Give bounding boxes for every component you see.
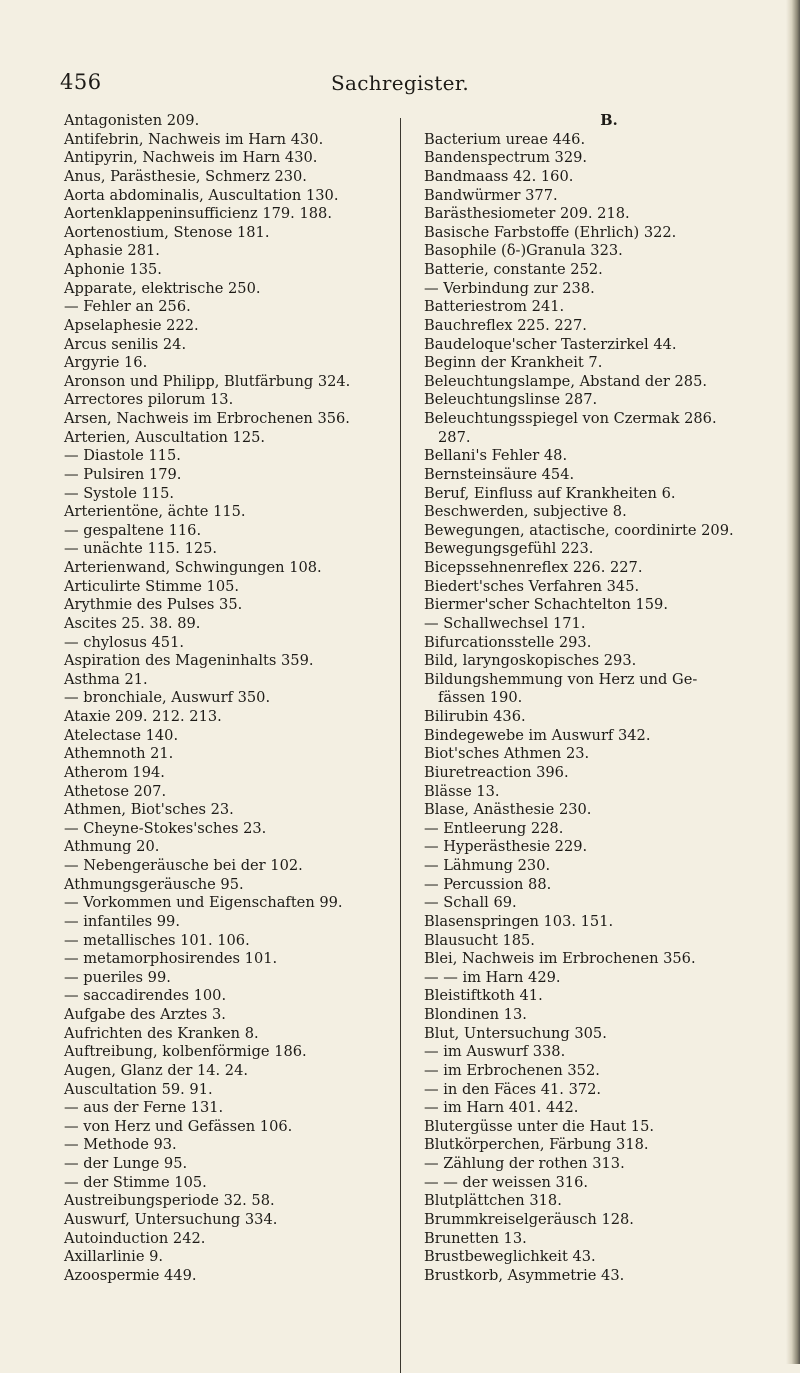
index-entry: Athmung 20. xyxy=(64,838,160,856)
index-entry: Auscultation 59. 91. xyxy=(64,1080,213,1098)
index-entry: Atherom 194. xyxy=(64,763,165,781)
index-entry: Beleuchtungslampe, Abstand der 285. xyxy=(424,372,707,390)
index-entry: — der Lunge 95. xyxy=(64,1155,188,1172)
index-entry: Basophile (δ-)Granula 323. xyxy=(424,242,623,260)
index-entry: — gespaltene 116. xyxy=(64,521,202,539)
index-entry: — von Herz und Gefässen 106. xyxy=(64,1117,293,1135)
index-entry: — Nebengeräusche bei der 102. xyxy=(64,857,303,874)
index-entry: Arsen, Nachweis im Erbrochenen 356. xyxy=(64,410,350,427)
index-entry: Blei, Nachweis im Erbrochenen 356. xyxy=(424,950,696,968)
index-entry: Bandenspectrum 329. xyxy=(424,149,588,167)
index-entry: — Pulsiren 179. xyxy=(64,465,182,483)
index-entry: Arrectores pilorum 13. xyxy=(64,391,234,409)
index-entry: — aus der Ferne 131. xyxy=(64,1099,224,1117)
index-entry: — metallisches 101. 106. xyxy=(64,931,250,949)
index-entry: Bindegewebe im Auswurf 342. xyxy=(424,726,651,744)
index-entry: Blutplättchen 318. xyxy=(424,1192,562,1210)
index-entry: Auswurf, Untersuchung 334. xyxy=(64,1210,278,1228)
index-entry: Ataxie 209. 212. 213. xyxy=(64,708,222,725)
index-entry: Beschwerden, subjective 8. xyxy=(424,503,627,521)
index-entry: Athetose 207. xyxy=(64,782,167,800)
index-entry: Antifebrin, Nachweis im Harn 430. xyxy=(64,130,324,148)
index-entry: Basische Farbstoffe (Ehrlich) 322. xyxy=(424,223,677,241)
index-entry: Bandmaass 42. 160. xyxy=(424,167,574,185)
index-entry: Beleuchtungslinse 287. xyxy=(424,391,598,409)
index-entry: Articulirte Stimme 105. xyxy=(64,577,240,595)
index-entry: Arythmie des Pulses 35. xyxy=(64,596,243,614)
index-entry: — metamorphosirendes 101. xyxy=(64,950,278,968)
index-entry: Aortenostium, Stenose 181. xyxy=(64,223,270,241)
index-entry: Asthma 21. xyxy=(64,670,148,688)
index-entry: — Hyperästhesie 229. xyxy=(424,838,588,856)
index-entry: Aufgabe des Arztes 3. xyxy=(64,1006,226,1023)
index-entry: Baudeloque'scher Tasterzirkel 44. xyxy=(424,335,677,353)
index-entry: Aphonie 135. xyxy=(64,261,162,278)
index-entry: — pueriles 99. xyxy=(64,968,171,986)
index-entry: Apselaphesie 222. xyxy=(64,316,199,334)
index-entry: — Verbindung zur 238. xyxy=(424,279,595,297)
index-entry: Bandwürmer 377. xyxy=(424,186,558,204)
index-entry: Biedert'sches Verfahren 345. xyxy=(424,577,640,595)
index-entry: Antipyrin, Nachweis im Harn 430. xyxy=(64,149,318,167)
index-entry: Blausucht 185. xyxy=(424,931,535,949)
index-entry: — saccadirendes 100. xyxy=(64,987,227,1005)
index-entry: Athmungsgeräusche 95. xyxy=(64,875,244,893)
index-entry: Batterie, constante 252. xyxy=(424,261,603,278)
index-entry: Athmen, Biot'sches 23. xyxy=(64,801,234,819)
column-divider xyxy=(400,118,401,1373)
index-entry: Bifurcationsstelle 293. xyxy=(424,633,592,651)
index-entry: Azoospermie 449. xyxy=(64,1266,197,1284)
index-entry: Blutkörperchen, Färbung 318. xyxy=(424,1136,649,1154)
index-entry: Bild, laryngoskopisches 293. xyxy=(424,652,637,670)
index-entry: Argyrie 16. xyxy=(64,354,148,372)
index-entry: Aronson und Philipp, Blutfärbung 324. xyxy=(64,372,351,390)
index-entry: Arterientöne, ächte 115. xyxy=(64,503,246,521)
index-entry: Austreibungsperiode 32. 58. xyxy=(64,1192,275,1210)
index-entry: Barästhesiometer 209. 218. xyxy=(424,205,630,223)
index-entry: — im Auswurf 338. xyxy=(424,1043,566,1061)
index-entry: Atelectase 140. xyxy=(64,726,179,744)
index-entry: — im Harn 401. 442. xyxy=(424,1099,579,1117)
index-entry: Anus, Parästhesie, Schmerz 230. xyxy=(64,167,307,185)
index-entry: — Fehler an 256. xyxy=(64,298,191,316)
index-entry: Aorta abdominalis, Auscultation 130. xyxy=(64,186,339,204)
index-entry: Biot'sches Athmen 23. xyxy=(424,745,590,763)
index-entry: Brunetten 13. xyxy=(424,1229,527,1247)
index-entry: Athemnoth 21. xyxy=(64,745,174,763)
index-entry: Aphasie 281. xyxy=(64,242,160,260)
index-entry: Biermer'scher Schachtelton 159. xyxy=(424,596,668,614)
index-entry: — — der weissen 316. xyxy=(424,1173,589,1191)
index-entry: — Systole 115. xyxy=(64,484,175,502)
index-entry: — Methode 93. xyxy=(64,1136,177,1154)
index-entry: Bicepssehnenreflex 226. 227. xyxy=(424,559,643,576)
index-entry: Beginn der Krankheit 7. xyxy=(424,354,603,372)
index-entry: — unächte 115. 125. xyxy=(64,540,218,558)
index-entry: Apparate, elektrische 250. xyxy=(64,279,261,297)
index-entry: — chylosus 451. xyxy=(64,633,185,651)
index-entry: Bildungshemmung von Herz und Ge- xyxy=(424,670,698,688)
index-entry: — Vorkommen und Eigenschaften 99. xyxy=(64,894,343,912)
index-entry: — Zählung der rothen 313. xyxy=(424,1155,625,1172)
index-entry: — der Stimme 105. xyxy=(64,1173,207,1191)
index-entry: Bernsteinsäure 454. xyxy=(424,465,575,483)
index-entry: Blasenspringen 103. 151. xyxy=(424,912,614,930)
index-entry: Bleistiftkoth 41. xyxy=(424,987,543,1005)
index-entry: Aufrichten des Kranken 8. xyxy=(64,1024,259,1042)
page-edge-shadow xyxy=(786,0,800,1364)
index-entry: fässen 190. xyxy=(438,689,523,707)
index-entry: Batteriestrom 241. xyxy=(424,298,565,316)
index-entry: Auftreibung, kolbenförmige 186. xyxy=(64,1043,307,1061)
index-entry: Arcus senilis 24. xyxy=(64,335,187,353)
page-header xyxy=(60,70,740,96)
index-entry: Arterien, Auscultation 125. xyxy=(64,428,266,446)
index-entry: Brustkorb, Asymmetrie 43. xyxy=(424,1266,625,1284)
index-column-left xyxy=(64,112,394,1285)
index-entry: — — im Harn 429. xyxy=(424,968,561,986)
index-entry: Arterienwand, Schwingungen 108. xyxy=(64,559,322,576)
index-entry: Beleuchtungsspiegel von Czermak 286. xyxy=(424,410,717,427)
index-column-right xyxy=(424,112,794,1285)
index-entry: Beruf, Einfluss auf Krankheiten 6. xyxy=(424,484,676,502)
index-entry: Brustbeweglichkeit 43. xyxy=(424,1248,596,1266)
index-entry: — Percussion 88. xyxy=(424,875,552,893)
index-entry: — Schall 69. xyxy=(424,894,517,912)
index-entry: Blässe 13. xyxy=(424,782,500,800)
index-entry: — Entleerung 228. xyxy=(424,819,564,837)
index-entry: Blondinen 13. xyxy=(424,1006,527,1023)
index-entry: 287. xyxy=(438,428,471,446)
index-entry: — in den Fäces 41. 372. xyxy=(424,1080,602,1098)
index-entry: — Diastole 115. xyxy=(64,447,181,465)
index-entry: — Cheyne-Stokes'sches 23. xyxy=(64,819,267,837)
index-entry: Bellani's Fehler 48. xyxy=(424,447,568,465)
index-entry: Axillarlinie 9. xyxy=(64,1248,164,1266)
index-entry: Ascites 25. 38. 89. xyxy=(64,614,201,632)
index-entry: Aortenklappeninsufficienz 179. 188. xyxy=(64,205,332,223)
index-entry: — bronchiale, Auswurf 350. xyxy=(64,689,271,707)
index-entry: Blase, Anästhesie 230. xyxy=(424,801,592,819)
section-letter: B. xyxy=(600,112,618,129)
index-entry: Bauchreflex 225. 227. xyxy=(424,316,587,334)
index-entry: — Schallwechsel 171. xyxy=(424,614,586,632)
index-entry: Brummkreiselgeräusch 128. xyxy=(424,1210,634,1228)
index-entry: Bilirubin 436. xyxy=(424,708,526,725)
page-number: 456 xyxy=(60,70,102,94)
index-entry: Blutergüsse unter die Haut 15. xyxy=(424,1117,655,1135)
index-entry: — Lähmung 230. xyxy=(424,857,551,874)
index-entry: Antagonisten 209. xyxy=(64,112,200,129)
index-entry: Autoinduction 242. xyxy=(64,1229,206,1247)
index-entry: Bewegungen, atactische, coordinirte 209. xyxy=(424,521,734,539)
index-entry: — im Erbrochenen 352. xyxy=(424,1061,600,1079)
index-entry: Biuretreaction 396. xyxy=(424,763,569,781)
running-title: Sachregister. xyxy=(330,71,470,95)
index-entry: — infantiles 99. xyxy=(64,912,180,930)
index-entry: Aspiration des Mageninhalts 359. xyxy=(64,652,314,670)
index-entry: Augen, Glanz der 14. 24. xyxy=(64,1061,248,1079)
index-entry: Bewegungsgefühl 223. xyxy=(424,540,594,558)
index-entry: Bacterium ureae 446. xyxy=(424,130,586,148)
index-entry: Blut, Untersuchung 305. xyxy=(424,1024,607,1042)
